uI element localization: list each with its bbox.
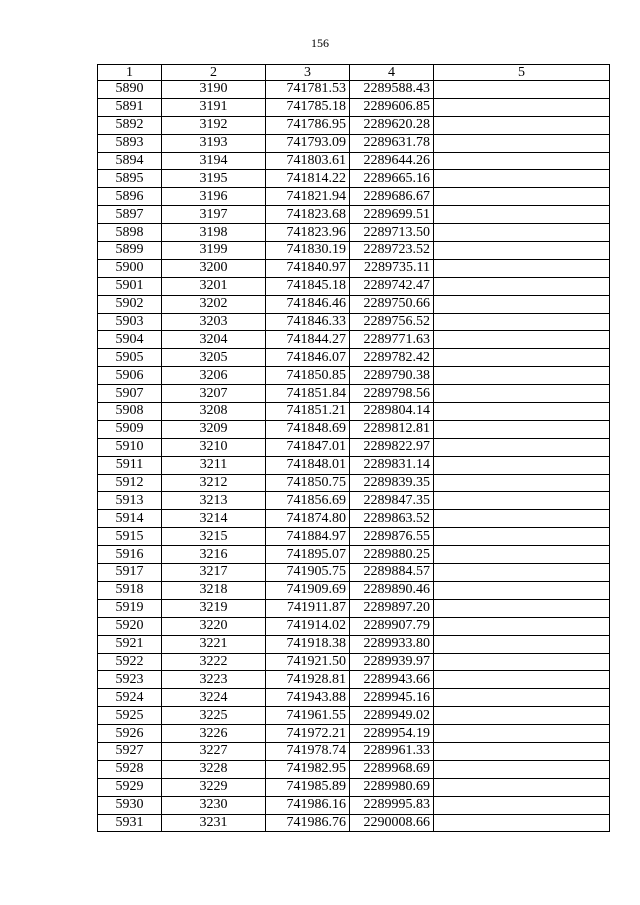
x-coordinate-cell: 741803.61 [266, 152, 350, 170]
point-number-cell: 5922 [98, 653, 162, 671]
y-coordinate-cell: 2289933.80 [350, 635, 434, 653]
x-coordinate-cell: 741851.84 [266, 385, 350, 403]
table-row [98, 224, 610, 242]
y-coordinate-cell: 2290008.66 [350, 814, 434, 832]
y-coordinate-cell: 2289822.97 [350, 438, 434, 456]
point-number-cell: 5913 [98, 492, 162, 510]
point-number-cell: 5923 [98, 671, 162, 689]
note-cell [434, 456, 610, 474]
point-index-cell: 3218 [162, 581, 266, 599]
x-coordinate-cell: 741844.27 [266, 331, 350, 349]
y-coordinate-cell: 2289943.66 [350, 671, 434, 689]
point-number-cell: 5901 [98, 277, 162, 295]
table-row [98, 295, 610, 313]
note-cell [434, 546, 610, 564]
x-coordinate-cell: 741986.76 [266, 814, 350, 832]
point-number-cell: 5927 [98, 742, 162, 760]
point-index-cell: 3225 [162, 707, 266, 725]
note-cell [434, 599, 610, 617]
x-coordinate-cell: 741850.75 [266, 474, 350, 492]
x-coordinate-cell: 741851.21 [266, 403, 350, 421]
point-index-cell: 3216 [162, 546, 266, 564]
y-coordinate-cell: 2289771.63 [350, 331, 434, 349]
point-index-cell: 3206 [162, 367, 266, 385]
point-index-cell: 3200 [162, 259, 266, 277]
point-index-cell: 3203 [162, 313, 266, 331]
table-row [98, 546, 610, 564]
note-cell [434, 510, 610, 528]
y-coordinate-cell: 2289750.66 [350, 295, 434, 313]
table-row [98, 349, 610, 367]
point-index-cell: 3231 [162, 814, 266, 832]
point-index-cell: 3213 [162, 492, 266, 510]
x-coordinate-cell: 741847.01 [266, 438, 350, 456]
point-number-cell: 5891 [98, 98, 162, 116]
note-cell [434, 814, 610, 832]
point-number-cell: 5908 [98, 403, 162, 421]
point-number-cell: 5916 [98, 546, 162, 564]
point-number-cell: 5929 [98, 778, 162, 796]
point-number-cell: 5928 [98, 760, 162, 778]
point-number-cell: 5920 [98, 617, 162, 635]
point-index-cell: 3208 [162, 403, 266, 421]
x-coordinate-cell: 741785.18 [266, 98, 350, 116]
note-cell [434, 367, 610, 385]
note-cell [434, 671, 610, 689]
table-row [98, 528, 610, 546]
point-index-cell: 3205 [162, 349, 266, 367]
y-coordinate-cell: 2289735.11 [350, 259, 434, 277]
y-coordinate-cell: 2289804.14 [350, 403, 434, 421]
x-coordinate-cell: 741848.69 [266, 420, 350, 438]
x-coordinate-cell: 741972.21 [266, 725, 350, 743]
y-coordinate-cell: 2289876.55 [350, 528, 434, 546]
note-cell [434, 134, 610, 152]
point-index-cell: 3192 [162, 116, 266, 134]
note-cell [434, 259, 610, 277]
table-row [98, 367, 610, 385]
y-coordinate-cell: 2289897.20 [350, 599, 434, 617]
table-row [98, 492, 610, 510]
y-coordinate-cell: 2289742.47 [350, 277, 434, 295]
point-index-cell: 3222 [162, 653, 266, 671]
note-cell [434, 420, 610, 438]
x-coordinate-cell: 741911.87 [266, 599, 350, 617]
table-header [98, 65, 610, 81]
coordinates-table [97, 64, 610, 832]
table-row [98, 188, 610, 206]
point-index-cell: 3196 [162, 188, 266, 206]
note-cell [434, 653, 610, 671]
point-number-cell: 5909 [98, 420, 162, 438]
y-coordinate-cell: 2289939.97 [350, 653, 434, 671]
note-cell [434, 760, 610, 778]
x-coordinate-cell: 741845.18 [266, 277, 350, 295]
point-number-cell: 5924 [98, 689, 162, 707]
note-cell [434, 152, 610, 170]
point-index-cell: 3223 [162, 671, 266, 689]
point-index-cell: 3207 [162, 385, 266, 403]
x-coordinate-cell: 741793.09 [266, 134, 350, 152]
point-index-cell: 3193 [162, 134, 266, 152]
table-row [98, 742, 610, 760]
table-row [98, 116, 610, 134]
y-coordinate-cell: 2289949.02 [350, 707, 434, 725]
point-index-cell: 3201 [162, 277, 266, 295]
point-number-cell: 5918 [98, 581, 162, 599]
note-cell [434, 635, 610, 653]
note-cell [434, 796, 610, 814]
x-coordinate-cell: 741986.16 [266, 796, 350, 814]
table-body [98, 81, 610, 832]
table-row [98, 564, 610, 582]
y-coordinate-cell: 2289713.50 [350, 224, 434, 242]
point-number-cell: 5907 [98, 385, 162, 403]
y-coordinate-cell: 2289790.38 [350, 367, 434, 385]
point-index-cell: 3219 [162, 599, 266, 617]
note-cell [434, 474, 610, 492]
note-cell [434, 206, 610, 224]
point-number-cell: 5925 [98, 707, 162, 725]
table-row [98, 814, 610, 832]
point-number-cell: 5931 [98, 814, 162, 832]
point-number-cell: 5894 [98, 152, 162, 170]
y-coordinate-cell: 2289995.83 [350, 796, 434, 814]
y-coordinate-cell: 2289847.35 [350, 492, 434, 510]
table-row [98, 689, 610, 707]
y-coordinate-cell: 2289968.69 [350, 760, 434, 778]
point-index-cell: 3204 [162, 331, 266, 349]
point-number-cell: 5893 [98, 134, 162, 152]
y-coordinate-cell: 2289606.85 [350, 98, 434, 116]
point-number-cell: 5897 [98, 206, 162, 224]
point-number-cell: 5914 [98, 510, 162, 528]
note-cell [434, 385, 610, 403]
column-header-3: 3 [266, 65, 350, 81]
point-index-cell: 3199 [162, 242, 266, 260]
table-row [98, 725, 610, 743]
note-cell [434, 313, 610, 331]
x-coordinate-cell: 741850.85 [266, 367, 350, 385]
y-coordinate-cell: 2289812.81 [350, 420, 434, 438]
point-number-cell: 5902 [98, 295, 162, 313]
note-cell [434, 707, 610, 725]
table-row [98, 152, 610, 170]
point-index-cell: 3197 [162, 206, 266, 224]
point-number-cell: 5906 [98, 367, 162, 385]
x-coordinate-cell: 741846.46 [266, 295, 350, 313]
point-index-cell: 3224 [162, 689, 266, 707]
y-coordinate-cell: 2289980.69 [350, 778, 434, 796]
table-row [98, 707, 610, 725]
point-number-cell: 5926 [98, 725, 162, 743]
point-number-cell: 5911 [98, 456, 162, 474]
y-coordinate-cell: 2289699.51 [350, 206, 434, 224]
note-cell [434, 170, 610, 188]
point-number-cell: 5903 [98, 313, 162, 331]
table-row [98, 778, 610, 796]
x-coordinate-cell: 741921.50 [266, 653, 350, 671]
x-coordinate-cell: 741848.01 [266, 456, 350, 474]
point-number-cell: 5890 [98, 81, 162, 99]
point-index-cell: 3228 [162, 760, 266, 778]
y-coordinate-cell: 2289756.52 [350, 313, 434, 331]
x-coordinate-cell: 741856.69 [266, 492, 350, 510]
point-number-cell: 5896 [98, 188, 162, 206]
table-row [98, 474, 610, 492]
y-coordinate-cell: 2289907.79 [350, 617, 434, 635]
point-index-cell: 3191 [162, 98, 266, 116]
note-cell [434, 349, 610, 367]
x-coordinate-cell: 741781.53 [266, 81, 350, 99]
column-header-4: 4 [350, 65, 434, 81]
table-row [98, 206, 610, 224]
note-cell [434, 492, 610, 510]
note-cell [434, 617, 610, 635]
table-row [98, 671, 610, 689]
point-index-cell: 3190 [162, 81, 266, 99]
x-coordinate-cell: 741961.55 [266, 707, 350, 725]
page-number: 156 [311, 36, 329, 50]
y-coordinate-cell: 2289831.14 [350, 456, 434, 474]
point-index-cell: 3209 [162, 420, 266, 438]
point-index-cell: 3194 [162, 152, 266, 170]
note-cell [434, 295, 610, 313]
x-coordinate-cell: 741909.69 [266, 581, 350, 599]
point-index-cell: 3215 [162, 528, 266, 546]
x-coordinate-cell: 741982.95 [266, 760, 350, 778]
point-number-cell: 5899 [98, 242, 162, 260]
x-coordinate-cell: 741823.96 [266, 224, 350, 242]
table-row [98, 242, 610, 260]
point-index-cell: 3195 [162, 170, 266, 188]
x-coordinate-cell: 741884.97 [266, 528, 350, 546]
table-row [98, 438, 610, 456]
y-coordinate-cell: 2289863.52 [350, 510, 434, 528]
point-number-cell: 5904 [98, 331, 162, 349]
point-index-cell: 3229 [162, 778, 266, 796]
note-cell [434, 778, 610, 796]
table-row [98, 581, 610, 599]
table-row [98, 599, 610, 617]
point-index-cell: 3202 [162, 295, 266, 313]
note-cell [434, 564, 610, 582]
x-coordinate-cell: 741786.95 [266, 116, 350, 134]
point-index-cell: 3221 [162, 635, 266, 653]
table-row [98, 420, 610, 438]
note-cell [434, 242, 610, 260]
x-coordinate-cell: 741846.33 [266, 313, 350, 331]
note-cell [434, 528, 610, 546]
point-index-cell: 3220 [162, 617, 266, 635]
x-coordinate-cell: 741821.94 [266, 188, 350, 206]
x-coordinate-cell: 741814.22 [266, 170, 350, 188]
table-row [98, 456, 610, 474]
x-coordinate-cell: 741978.74 [266, 742, 350, 760]
table-row [98, 331, 610, 349]
point-number-cell: 5930 [98, 796, 162, 814]
y-coordinate-cell: 2289686.67 [350, 188, 434, 206]
x-coordinate-cell: 741830.19 [266, 242, 350, 260]
y-coordinate-cell: 2289798.56 [350, 385, 434, 403]
note-cell [434, 581, 610, 599]
point-index-cell: 3212 [162, 474, 266, 492]
table-row [98, 134, 610, 152]
note-cell [434, 277, 610, 295]
note-cell [434, 81, 610, 99]
point-number-cell: 5905 [98, 349, 162, 367]
y-coordinate-cell: 2289620.28 [350, 116, 434, 134]
x-coordinate-cell: 741874.80 [266, 510, 350, 528]
x-coordinate-cell: 741905.75 [266, 564, 350, 582]
y-coordinate-cell: 2289631.78 [350, 134, 434, 152]
table-row [98, 277, 610, 295]
table-row [98, 796, 610, 814]
note-cell [434, 689, 610, 707]
y-coordinate-cell: 2289665.16 [350, 170, 434, 188]
y-coordinate-cell: 2289890.46 [350, 581, 434, 599]
table-row [98, 635, 610, 653]
table-row [98, 760, 610, 778]
y-coordinate-cell: 2289961.33 [350, 742, 434, 760]
x-coordinate-cell: 741928.81 [266, 671, 350, 689]
y-coordinate-cell: 2289782.42 [350, 349, 434, 367]
note-cell [434, 725, 610, 743]
note-cell [434, 224, 610, 242]
table-row [98, 510, 610, 528]
point-number-cell: 5912 [98, 474, 162, 492]
x-coordinate-cell: 741985.89 [266, 778, 350, 796]
table-row [98, 170, 610, 188]
point-number-cell: 5895 [98, 170, 162, 188]
column-header-5: 5 [434, 65, 610, 81]
point-number-cell: 5917 [98, 564, 162, 582]
column-header-2: 2 [162, 65, 266, 81]
point-number-cell: 5892 [98, 116, 162, 134]
point-index-cell: 3210 [162, 438, 266, 456]
point-number-cell: 5921 [98, 635, 162, 653]
column-header-1: 1 [98, 65, 162, 81]
note-cell [434, 331, 610, 349]
point-index-cell: 3226 [162, 725, 266, 743]
y-coordinate-cell: 2289880.25 [350, 546, 434, 564]
note-cell [434, 742, 610, 760]
note-cell [434, 98, 610, 116]
point-index-cell: 3230 [162, 796, 266, 814]
point-index-cell: 3227 [162, 742, 266, 760]
y-coordinate-cell: 2289839.35 [350, 474, 434, 492]
x-coordinate-cell: 741895.07 [266, 546, 350, 564]
point-number-cell: 5919 [98, 599, 162, 617]
table-row [98, 313, 610, 331]
y-coordinate-cell: 2289954.19 [350, 725, 434, 743]
y-coordinate-cell: 2289945.16 [350, 689, 434, 707]
note-cell [434, 116, 610, 134]
point-index-cell: 3214 [162, 510, 266, 528]
note-cell [434, 438, 610, 456]
note-cell [434, 403, 610, 421]
table-row [98, 81, 610, 99]
point-index-cell: 3217 [162, 564, 266, 582]
table-row [98, 259, 610, 277]
y-coordinate-cell: 2289884.57 [350, 564, 434, 582]
table-row [98, 403, 610, 421]
y-coordinate-cell: 2289644.26 [350, 152, 434, 170]
header-row [98, 65, 610, 81]
point-index-cell: 3211 [162, 456, 266, 474]
table-row [98, 653, 610, 671]
point-number-cell: 5910 [98, 438, 162, 456]
x-coordinate-cell: 741846.07 [266, 349, 350, 367]
x-coordinate-cell: 741840.97 [266, 259, 350, 277]
point-index-cell: 3198 [162, 224, 266, 242]
x-coordinate-cell: 741918.38 [266, 635, 350, 653]
x-coordinate-cell: 741823.68 [266, 206, 350, 224]
note-cell [434, 188, 610, 206]
point-number-cell: 5898 [98, 224, 162, 242]
table-row [98, 385, 610, 403]
x-coordinate-cell: 741943.88 [266, 689, 350, 707]
y-coordinate-cell: 2289723.52 [350, 242, 434, 260]
y-coordinate-cell: 2289588.43 [350, 81, 434, 99]
point-number-cell: 5900 [98, 259, 162, 277]
point-number-cell: 5915 [98, 528, 162, 546]
table-row [98, 617, 610, 635]
table-row [98, 98, 610, 116]
x-coordinate-cell: 741914.02 [266, 617, 350, 635]
